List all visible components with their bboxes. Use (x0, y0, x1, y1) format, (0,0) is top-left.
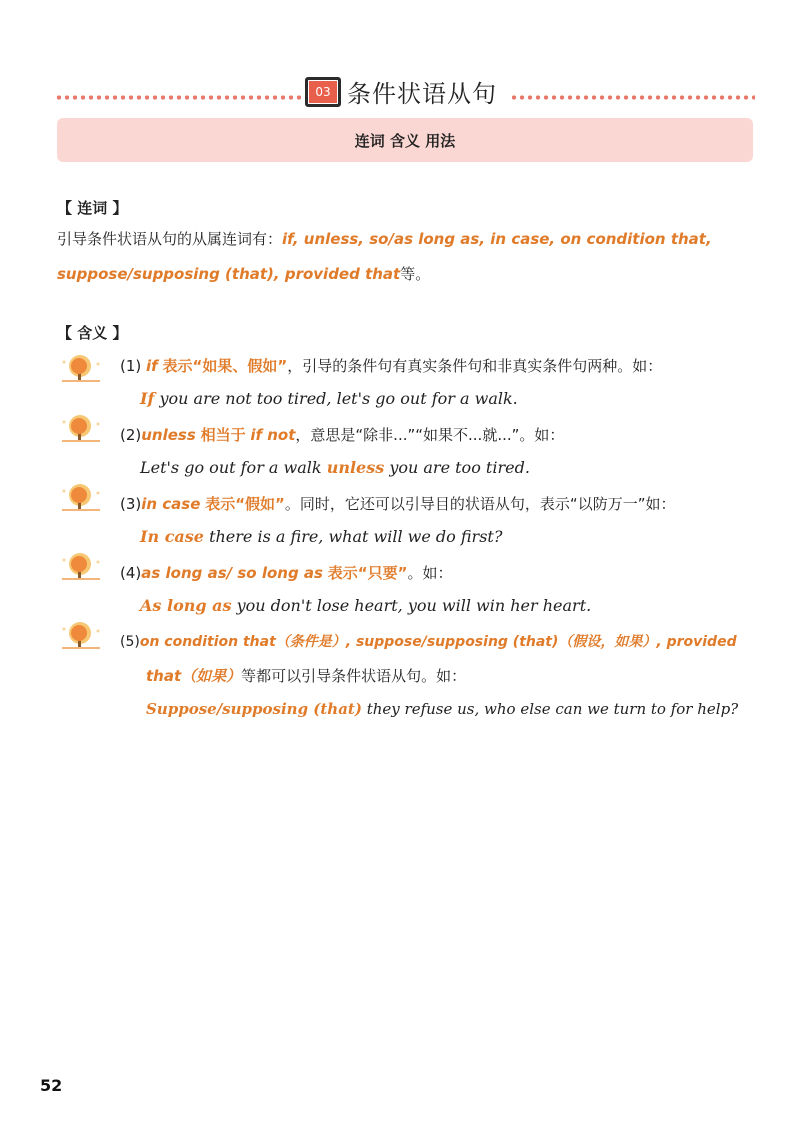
item-explanation: ，意思是“除非...”“如果不...就...”。如： (295, 426, 565, 444)
item-2-rule (120, 424, 564, 445)
item-1-rule (120, 355, 662, 376)
sun-and-tree-icon (58, 481, 104, 513)
conjunction-list-2: suppose/supposing (that), provided that (57, 265, 401, 283)
item-explanation: ，引导的条件句有真实条件句和非真实条件句两种。如： (287, 357, 663, 375)
item-keyword: in case (141, 495, 201, 513)
item-4-rule (120, 562, 452, 583)
item-keyword: as long as/ so long as (141, 564, 323, 582)
conjunction-line-1 (57, 228, 712, 249)
example-text: you don't lose heart, you will win her heart. (231, 596, 592, 615)
item-3-example (140, 527, 502, 546)
example-keyword: In case (140, 527, 204, 546)
item-keyword: if (146, 357, 158, 375)
example-keyword: unless (326, 458, 385, 477)
conjunction-suffix: 等。 (400, 265, 431, 283)
section-number-badge (305, 77, 341, 107)
item-keyword-note: 表示“只要” (327, 564, 408, 582)
item-keyword-2: if not (250, 426, 296, 444)
item-2-example (140, 458, 530, 477)
conjunction-line-2 (57, 263, 430, 284)
conjunction-intro: 引导条件状语从句的从属连词有： (57, 230, 283, 248)
topic-banner: 连词 含义 用法 (57, 118, 753, 162)
item-explanation: 等都可以引导条件状语从句。如： (241, 667, 467, 685)
sun-and-tree-icon (58, 352, 104, 384)
item-keyword: on condition that（条件是）, suppose/supposing (that)（假设，如果）, provided (139, 634, 737, 650)
item-1-example (140, 389, 518, 408)
section-number: 03 (309, 81, 337, 103)
item-number: (2) (120, 426, 142, 444)
item-number: (4) (120, 564, 142, 582)
conjunction-list-1: if, unless, so/as long as, in case, on condition that, (282, 230, 712, 248)
item-keyword-note: 表示“如果、假如” (162, 357, 288, 375)
header-dotted-rule-left (55, 95, 305, 100)
item-5-rule (120, 631, 737, 651)
item-explanation: 。如： (407, 564, 453, 582)
meaning-heading: 【 含义 】 (57, 324, 128, 342)
item-5-rule-cont (146, 665, 466, 686)
item-number: (5) (120, 634, 140, 650)
example-keyword: Suppose/supposing (that) (146, 700, 362, 718)
example-text: Let's go out for a walk (140, 458, 327, 477)
item-4-example (140, 596, 591, 615)
example-keyword: As long as (140, 596, 232, 615)
example-keyword: If (140, 389, 155, 408)
item-number: (1) (120, 357, 142, 375)
sun-and-tree-icon (58, 412, 104, 444)
item-explanation: 。同时，它还可以引导目的状语从句，表示“以防万一”如： (284, 495, 676, 513)
example-text: you are too tired. (384, 458, 530, 477)
conjunction-heading: 【 连词 】 (57, 199, 128, 217)
item-keyword: that（如果） (146, 667, 242, 685)
example-text: they refuse us, who else can we turn to for help? (361, 700, 739, 718)
item-number: (3) (120, 495, 142, 513)
example-text: there is a fire, what will we do first? (203, 527, 503, 546)
example-text: you are not too tired, let's go out for a walk. (154, 389, 518, 408)
header-dotted-rule-right (510, 95, 755, 100)
sun-and-tree-icon (58, 619, 104, 651)
section-title (305, 74, 497, 109)
page-number: 52 (40, 1076, 63, 1095)
item-5-example (146, 700, 738, 718)
sun-and-tree-icon (58, 550, 104, 582)
item-keyword: unless (141, 426, 196, 444)
item-3-rule (120, 493, 675, 514)
item-keyword-note: 相当于 (200, 426, 246, 444)
page-title: 条件状语从句 (347, 80, 497, 108)
item-keyword-note: 表示“假如” (205, 495, 285, 513)
